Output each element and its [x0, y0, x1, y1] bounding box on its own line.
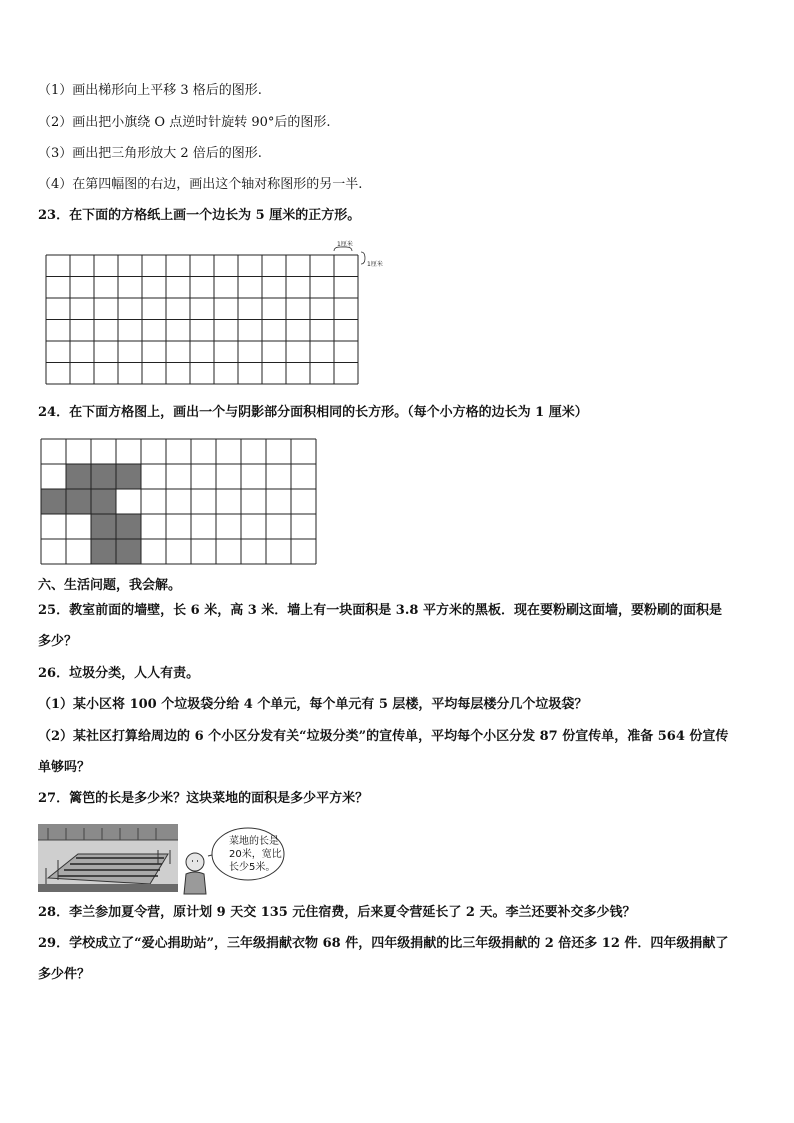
question-26-part2-line1: （2）某社区打算给周边的 6 个小区分发有关“垃圾分类”的宣传单，平均每个小区分发 87 份宣传单，准备 564 份宣传: [38, 729, 729, 744]
question-26-part2-line2: 单够吗？: [38, 760, 91, 775]
shaded-cell: [66, 489, 91, 514]
question-24: 24．在下面方格图上，画出一个与阴影部分面积相同的长方形。（每个小方格的边长为 1 厘米）: [38, 405, 588, 420]
shaded-cell: [91, 539, 116, 564]
question-27: 27．篱笆的长是多少米？这块菜地的面积是多少平方米？: [38, 791, 369, 806]
square-grid-23[interactable]: [45, 238, 390, 388]
section-6-title: 六、生活问题，我会解。: [38, 578, 182, 593]
question-25-line1: 25．教室前面的墙壁，长 6 米，高 3 米．墙上有一块面积是 3.8 平方米的黑板．现在要粉刷这面墙，要粉刷的面积是: [38, 603, 722, 618]
q22-item-2: （2）画出把小旗绕 O 点逆时针旋转 90°后的图形.: [38, 115, 331, 130]
unit-label-side: 1厘米: [367, 261, 383, 268]
question-28: 28．李兰参加夏令营，原计划 9 天交 135 元住宿费，后来夏令营延长了 2 天。李兰还要补交多少钱？: [38, 905, 636, 920]
q22-item-1: （1）画出梯形向上平移 3 格后的图形.: [38, 83, 262, 98]
question-26-part1: （1）某小区将 100 个垃圾袋分给 4 个单元，每个单元有 5 层楼，平均每层楼分几个垃圾袋？: [38, 697, 588, 712]
question-26: 26．垃圾分类，人人有责。: [38, 666, 200, 681]
brace-side-icon: [361, 252, 365, 264]
shaded-cell: [41, 489, 66, 514]
shaded-cell: [66, 464, 91, 489]
shaded-cell: [91, 489, 116, 514]
shaded-cell: [116, 464, 141, 489]
question-25-line2: 多少？: [38, 634, 78, 649]
bubble-line-3: 长少5米。: [229, 862, 276, 873]
bubble-line-1: 菜地的长是: [229, 836, 279, 847]
shaded-cell: [91, 464, 116, 489]
vegetable-garden-illustration: [38, 824, 178, 892]
shaded-cell: [116, 514, 141, 539]
shaded-cell: [116, 539, 141, 564]
question-23: 23．在下面的方格纸上画一个边长为 5 厘米的正方形。: [38, 208, 361, 223]
q22-item-4: （4）在第四幅图的右边，画出这个轴对称图形的另一半.: [38, 177, 363, 192]
question-29-line2: 多少件？: [38, 967, 91, 982]
grandpa-speech-illustration: [178, 826, 288, 894]
bubble-line-2: 20米，宽比: [229, 849, 282, 860]
shaded-grid-24[interactable]: [40, 438, 320, 568]
question-29-line1: 29．学校成立了“爱心捐助站”，三年级捐献衣物 68 件，四年级捐献的比三年级捐献的 2 倍还多 12 件．四年级捐献了: [38, 936, 729, 951]
unit-label-top: 1厘米: [337, 241, 353, 248]
q22-item-3: （3）画出把三角形放大 2 倍后的图形.: [38, 146, 262, 161]
shaded-cell: [91, 514, 116, 539]
